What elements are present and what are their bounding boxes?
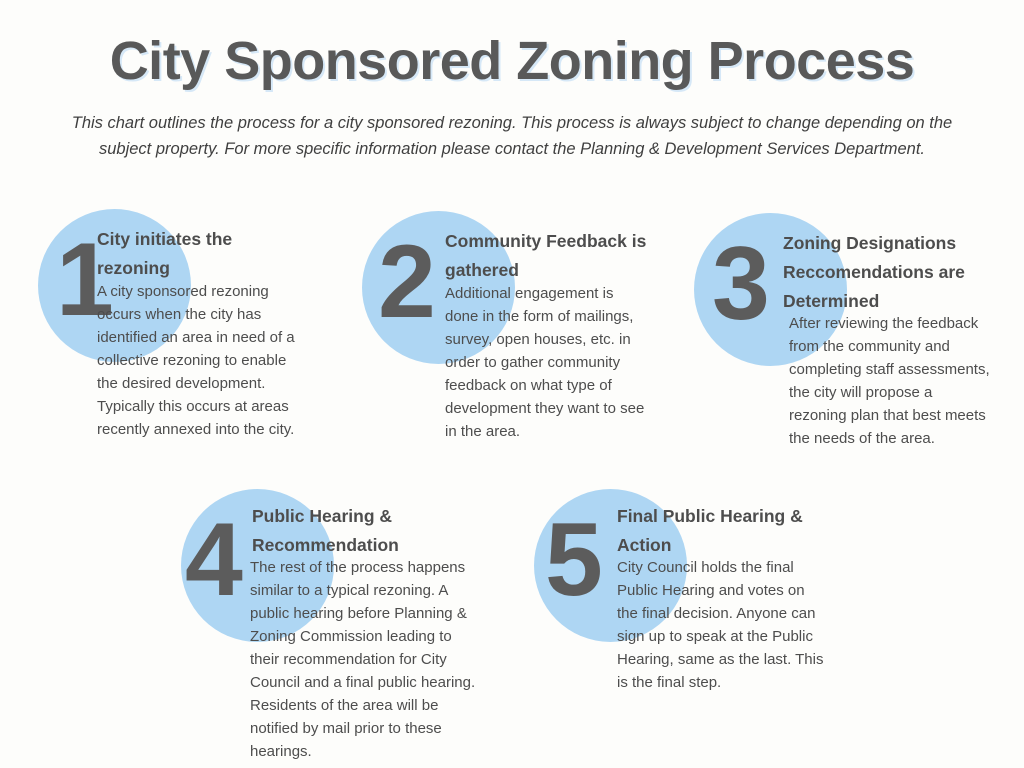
step-4-number: 4 [185, 502, 243, 618]
step-5-number: 5 [545, 502, 603, 618]
page-title: City Sponsored Zoning Process [109, 31, 915, 91]
step-2-body: Additional engagement is done in the form of mailings, survey, open houses, etc. in order to gather community feedback on what type of development they want to see in the area. [445, 285, 645, 440]
step-2-number: 2 [378, 224, 436, 340]
step-3-number: 3 [712, 226, 770, 342]
page-subtitle: This chart outlines the process for a city sponsored rezoning. This process is always subject to change depending on the subject property. For more specific information please contact the Planning & Development Services Department. [71, 114, 953, 158]
step-1-number: 1 [56, 222, 114, 338]
step-1-heading: City initiates the rezoning [97, 229, 233, 278]
step-5-body: City Council holds the final Public Hearing and votes on the final decision. Anyone can sign up to speak at the Public Hearing, same as the last. This is the final step. [617, 559, 824, 691]
step-3-heading: Zoning Designations Reccomendations are Determined [783, 233, 965, 311]
step-5-heading: Final Public Hearing & Action [617, 506, 803, 555]
step-4-heading: Public Hearing & Recommendation [252, 506, 399, 555]
step-3-body: After reviewing the feedback from the community and completing staff assessments, the city will propose a rezoning plan that best meets the needs of the area. [789, 315, 990, 447]
step-1-body: A city sponsored rezoning occurs when the city has identified an area in need of a collective rezoning to enable the desired development. Typically this occurs at areas recently annexed into the city. [97, 283, 295, 438]
step-4-body: The rest of the process happens similar to a typical rezoning. A public hearing before Planning & Zoning Commission leading to their recommendation for City Council and a final public hearing. Residents of the area will be notified by mail prior to these hearings. [250, 559, 476, 760]
step-2-heading: Community Feedback is gathered [445, 231, 647, 280]
